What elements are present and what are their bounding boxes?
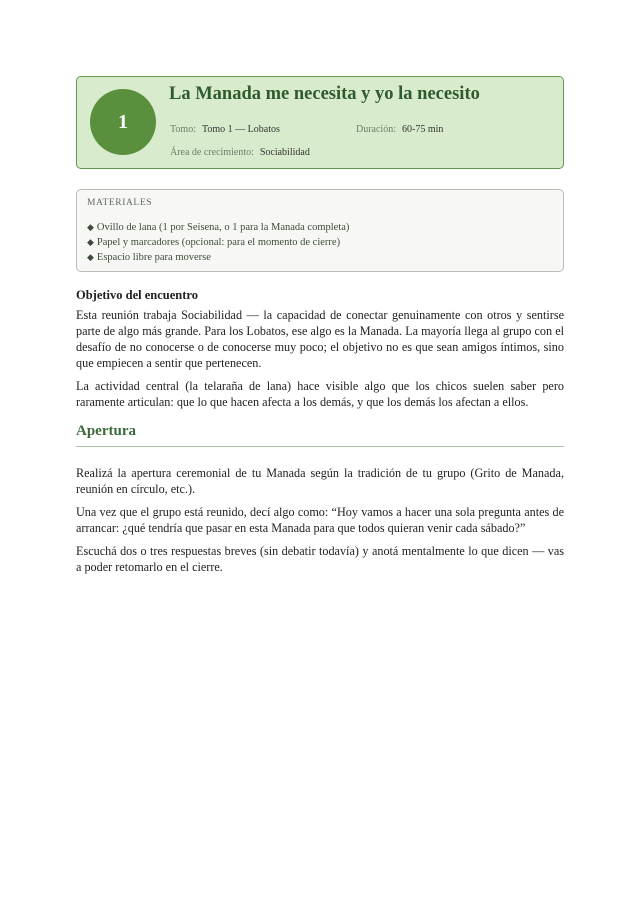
list-item: ◆ Papel y marcadores (opcional: para el momento de cierre): [87, 237, 341, 248]
apertura-paragraph: Una vez que el grupo está reunido, decí algo como: “Hoy vamos a hacer una sola pregunta antes de arrancar: ¿qué tendría que pasar en esta Manada para que todos quieran venir cada sábado?”: [76, 505, 564, 535]
apertura-paragraph: Realizá la apertura ceremonial de tu Manada según la tradición de tu grupo (Grito de Manada, reunión en círculo, etc.).: [76, 466, 564, 496]
list-item: ◆ Ovillo de lana (1 por Seisena, o 1 para la Manada completa): [87, 222, 350, 233]
meta-duracion-label: Duración:: [356, 124, 396, 135]
session-title: La Manada me necesita y yo la necesito: [169, 84, 480, 104]
meta-tomo-value: Tomo 1 — Lobatos: [201, 124, 280, 135]
objetivo-paragraph: Esta reunión trabaja Sociabilidad — la capacidad de conectar genuinamente con otros y sentirse parte de algo más grande. Para los Lobatos, ese algo es la Manada. La mayoría llega al grupo con el desafío de no conocerse o de conocerse muy poco; el objetivo no es que sean amigos íntimos, sino que empiecen a sentir que pertenecen.: [76, 308, 564, 370]
meta-duracion: [356, 124, 443, 135]
section-divider: [76, 446, 564, 447]
diamond-bullet-icon: ◆: [87, 252, 94, 262]
page-content: [76, 76, 564, 582]
materials-card: [76, 189, 564, 272]
session-header-card: [76, 76, 564, 169]
meta-area: [170, 147, 310, 158]
objetivo-paragraph: La actividad central (la telaraña de lana) hace visible algo que los chicos suelen saber pero raramente articulan: que lo que hacen afecta a los demás, y que los demás los afectan a ellos.: [76, 379, 564, 409]
apertura-title: Apertura: [76, 423, 136, 439]
apertura-paragraph: Escuchá dos o tres respuestas breves (sin debatir todavía) y anotá mentalmente lo que dicen — vas a poder retomarlo en el cierre.: [76, 544, 564, 574]
materials-list: [87, 220, 553, 265]
list-item: ◆ Espacio libre para moverse: [87, 252, 211, 263]
diamond-bullet-icon: ◆: [87, 222, 94, 232]
meta-tomo: [170, 124, 280, 135]
meta-area-label: Área de crecimiento:: [170, 147, 254, 158]
objetivo-heading: Objetivo del encuentro: [76, 288, 198, 302]
meta-duracion-value: 60-75 min: [402, 124, 444, 135]
meta-area-value: Sociabilidad: [259, 147, 310, 158]
session-number-badge: 1: [90, 89, 156, 155]
materials-label: MATERIALES: [87, 198, 153, 208]
diamond-bullet-icon: ◆: [87, 237, 94, 247]
meta-tomo-label: Tomo:: [170, 124, 196, 135]
